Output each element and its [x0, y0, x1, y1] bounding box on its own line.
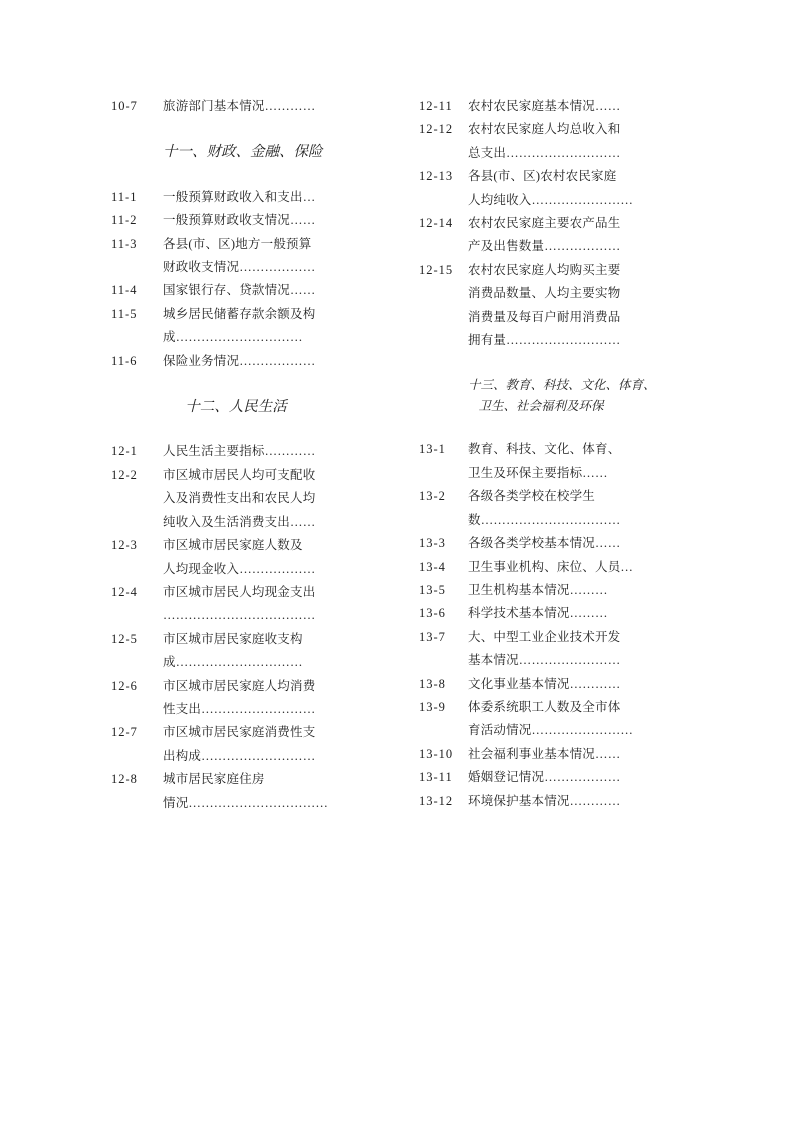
entry-title [468, 485, 621, 532]
entry-number: 13-11 [419, 770, 453, 785]
entry-number: 13-8 [419, 676, 446, 691]
toc-entry [111, 464, 316, 534]
entry-title-line: 保险业务情况……………… [163, 353, 316, 368]
toc-entry [111, 534, 316, 581]
entry-number: 13-9 [419, 699, 446, 714]
entry-title-line: 大、中型工业企业技术开发 [468, 629, 621, 644]
entry-title [163, 464, 316, 534]
entry-title-line: 文化事业基本情况………… [468, 676, 621, 691]
entry-title-line: 旅游部门基本情况………… [163, 99, 316, 113]
entry-title-line: 市区城市居民家庭收支构 [163, 631, 303, 646]
entry-title [468, 165, 634, 212]
entry-number: 13-7 [419, 629, 446, 644]
entry-number: 11-2 [111, 213, 138, 228]
entry-title [163, 768, 329, 815]
entry-title-line: 婚姻登记情况……………… [468, 770, 621, 785]
toc-entry [111, 350, 316, 373]
entry-number: 10-7 [111, 99, 138, 113]
entry-title [468, 602, 614, 625]
entry-title-line: 城乡居民储蓄存款余额及构 [163, 306, 316, 321]
section-heading [468, 375, 656, 417]
entry-title-line: 消费品数量、人均主要实物 [468, 286, 621, 301]
toc-entry [419, 790, 621, 813]
entry-title [468, 438, 621, 485]
section-heading-line: 十三、教育、科技、文化、体育、 [468, 378, 656, 393]
entry-title [468, 579, 614, 602]
entry-title-line: 各县(市、区)农村农民家庭 [468, 169, 617, 184]
entry-title [468, 532, 621, 555]
toc-entry [111, 628, 309, 675]
entry-title-line: 各级各类学校在校学生 [468, 489, 596, 504]
entry-title-line: 各县(市、区)地方一般预算 [163, 236, 312, 251]
toc-entry [419, 532, 621, 555]
entry-title-line: 数…………………………… [468, 512, 621, 527]
entry-title-line: 农村农民家庭人均总收入和 [468, 122, 621, 137]
toc-entry [419, 696, 634, 743]
entry-title-line: 市区城市居民人均可支配收 [163, 467, 316, 482]
entry-title-line: 性支出……………………… [163, 701, 316, 716]
entry-title [163, 675, 316, 722]
entry-title [163, 279, 316, 302]
entry-title [468, 673, 621, 696]
entry-title [163, 303, 316, 350]
entry-number: 12-8 [111, 772, 138, 787]
entry-title-line: 卫生及环保主要指标…… [468, 465, 608, 480]
entry-number: 12-5 [111, 631, 138, 646]
toc-entry [111, 768, 329, 815]
entry-title [163, 95, 316, 118]
entry-number: 12-7 [111, 725, 138, 740]
entry-title-line: 卫生事业机构、床位、人员… [468, 559, 634, 574]
entry-title-line: 科学技术基本情况……… [468, 606, 608, 621]
section-heading-line: 十一、财政、金融、保险 [163, 144, 323, 161]
entry-title [468, 696, 634, 743]
entry-title-line: 卫生机构基本情况……… [468, 582, 608, 597]
entry-number: 13-6 [419, 606, 446, 621]
entry-number: 12-11 [419, 99, 453, 113]
toc-entry [419, 743, 621, 766]
entry-title-line: 总支出……………………… [468, 145, 621, 160]
entry-title-line: 社会福利事业基本情况…… [468, 746, 621, 761]
entry-title-line: 产及出售数量……………… [468, 239, 621, 254]
entry-title-line: 财政收支情况……………… [163, 260, 316, 275]
entry-title-line: 纯收入及生活消费支出…… [163, 514, 316, 529]
entry-number: 13-2 [419, 489, 446, 504]
toc-entry [111, 233, 316, 280]
entry-title [468, 95, 621, 118]
entry-number: 12-3 [111, 538, 138, 553]
entry-title-line: 市区城市居民家庭人数及 [163, 538, 303, 553]
toc-entry [419, 602, 614, 625]
entry-number: 13-12 [419, 793, 454, 808]
entry-number: 12-15 [419, 262, 454, 277]
toc-entry [419, 626, 621, 673]
toc-entry [419, 212, 621, 259]
entry-number: 11-3 [111, 236, 138, 251]
entry-number: 13-4 [419, 559, 446, 574]
entry-number: 12-6 [111, 678, 138, 693]
entry-title-line: 一般预算财政收支情况…… [163, 213, 316, 228]
toc-entry [419, 556, 634, 579]
entry-title-line: 拥有量……………………… [468, 333, 621, 348]
section-heading [163, 396, 309, 419]
toc-entry [419, 438, 621, 485]
entry-number: 12-1 [111, 444, 138, 459]
entry-title [163, 581, 316, 628]
entry-title [468, 118, 621, 165]
entry-title-line: ……………………………… [163, 608, 316, 623]
entry-title [468, 626, 621, 673]
toc-entry [111, 440, 316, 463]
entry-title [468, 743, 621, 766]
toc-entry [111, 95, 316, 118]
entry-title-line: 农村农民家庭基本情况…… [468, 99, 621, 113]
entry-title [163, 721, 316, 768]
entry-title [468, 790, 621, 813]
entry-title-line: 人均现金收入……………… [163, 561, 316, 576]
entry-title [468, 766, 621, 789]
entry-number: 11-4 [111, 283, 138, 298]
toc-column-left [111, 95, 329, 815]
entry-title-line: 成………………………… [163, 330, 303, 345]
toc-entry [111, 675, 316, 722]
entry-title-line: 人民生活主要指标………… [163, 444, 316, 459]
entry-title-line: 一般预算财政收入和支出… [163, 189, 316, 204]
entry-number: 12-2 [111, 467, 138, 482]
entry-title-line: 市区城市居民家庭消费性支 [163, 725, 316, 740]
toc-entry [419, 259, 621, 353]
entry-title [163, 350, 316, 373]
toc-column-right [419, 95, 656, 813]
entry-title-line: 情况…………………………… [163, 795, 329, 810]
toc-entry [111, 209, 316, 232]
entry-title [163, 233, 316, 280]
toc-entry [419, 579, 614, 602]
entry-number: 11-1 [111, 189, 138, 204]
toc-entry [419, 95, 621, 118]
toc-entry [111, 721, 316, 768]
toc-entry [419, 673, 621, 696]
entry-title-line: 农村农民家庭人均购买主要 [468, 262, 621, 277]
entry-number: 13-10 [419, 746, 454, 761]
entry-title-line: 消费量及每百户耐用消费品 [468, 309, 621, 324]
entry-number: 12-14 [419, 216, 454, 231]
toc-entry [419, 118, 621, 165]
entry-title [163, 628, 309, 675]
entry-number: 13-3 [419, 536, 446, 551]
entry-title-line: 各级各类学校基本情况…… [468, 536, 621, 551]
toc-entry [111, 186, 316, 209]
entry-number: 11-5 [111, 306, 138, 321]
entry-title-line: 教育、科技、文化、体育、 [468, 442, 621, 457]
entry-title [468, 212, 621, 259]
entry-title-line: 入及消费性支出和农民人均 [163, 491, 316, 506]
entry-title-line: 成………………………… [163, 655, 303, 670]
entry-title-line: 市区城市居民人均现金支出 [163, 584, 316, 599]
entry-title [163, 209, 316, 232]
entry-title-line: 环境保护基本情况………… [468, 793, 621, 808]
entry-title-line: 城市居民家庭住房 [163, 772, 265, 787]
entry-title-line: 基本情况…………………… [468, 653, 621, 668]
section-heading-line: 卫生、社会福利及环保 [478, 399, 604, 414]
section-heading-line: 十二、人民生活 [185, 399, 287, 416]
entry-number: 13-5 [419, 582, 446, 597]
toc-entry [419, 165, 634, 212]
entry-number: 12-4 [111, 584, 138, 599]
entry-title-line: 农村农民家庭主要农产品生 [468, 216, 621, 231]
entry-title [163, 534, 316, 581]
entry-title [163, 186, 316, 209]
entry-number: 13-1 [419, 442, 446, 457]
entry-title-line: 国家银行存、贷款情况…… [163, 283, 316, 298]
entry-title-line: 育活动情况…………………… [468, 723, 634, 738]
toc-entry [419, 485, 621, 532]
section-heading [163, 141, 323, 164]
toc-entry [419, 766, 621, 789]
entry-title-line: 市区城市居民家庭人均消费 [163, 678, 316, 693]
entry-title-line: 人均纯收入…………………… [468, 192, 634, 207]
entry-title [468, 556, 634, 579]
entry-title [163, 440, 316, 463]
toc-entry [111, 581, 316, 628]
entry-number: 12-13 [419, 169, 454, 184]
entry-title-line: 体委系统职工人数及全市体 [468, 699, 621, 714]
entry-number: 12-12 [419, 122, 454, 137]
toc-entry [111, 303, 316, 350]
entry-title [468, 259, 621, 353]
entry-title-line: 出构成……………………… [163, 748, 316, 763]
entry-number: 11-6 [111, 353, 138, 368]
toc-entry [111, 279, 316, 302]
